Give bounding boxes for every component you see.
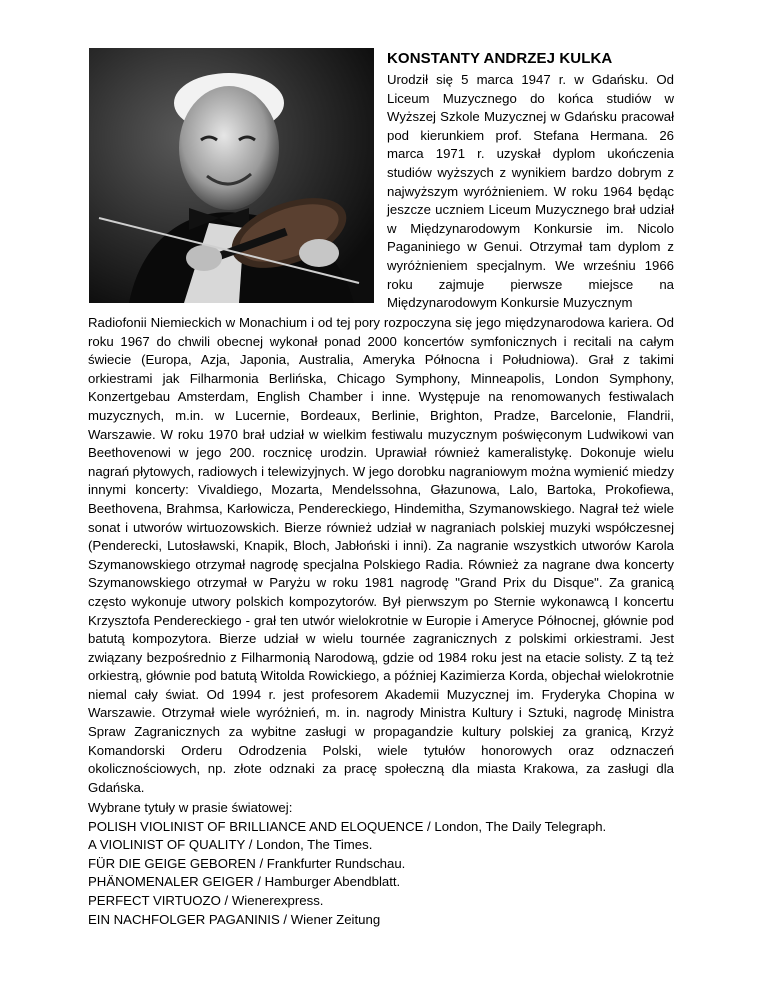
violinist-portrait-image [89, 48, 374, 303]
press-item: POLISH VIOLINIST OF BRILLIANCE AND ELOQUENCE / London, The Daily Telegraph. [88, 818, 607, 834]
portrait-photo [89, 48, 374, 303]
press-heading: Wybrane tytuły w prasie światowej: [88, 800, 293, 815]
page-title: KONSTANTY ANDRZEJ KULKA [387, 50, 613, 67]
press-item: A VIOLINIST OF QUALITY / London, The Times. [88, 837, 373, 853]
press-section [88, 799, 688, 929]
press-item: EIN NACHFOLGER PAGANINIS / Wiener Zeitung [88, 911, 381, 927]
press-item: PHÄNOMENALER GEIGER / Hamburger Abendblatt. [88, 874, 401, 890]
press-item: PERFECT VIRTUOZO / Wienerexpress. [88, 892, 324, 908]
press-item: FÜR DIE GEIGE GEBOREN / Frankfurter Rundschau. [88, 855, 406, 871]
biography-main: Radiofonii Niemieckich w Monachium i od tej pory rozpoczyna się jego międzynarodowa kariera. Od roku 1967 do chwili obecnej wykonał ponad 2000 koncertów symfonicznych i recitali na całym świecie (Europa, Azja, Japonia, Australia, Ameryka Północna i Południowa). Grał z takimi orkiestrami jak Filharmonia Berlińska, Chicago Symphony, Minneapolis, London Symphony, Konzertgebau Amsterdam, English Chamber i inne. Występuje na renomowanych festiwalach muzycznych, m.in. w Lucernie, Bordeaux, Berlinie, Brighton, Pradze, Barcelonie, Flandrii, Warszawie. W roku 1970 brał udział w wielkim festiwalu muzycznym poświęconym Ludwikowi van Beethovenowi w jego 200. rocznicę urodzin. Uprawiał również kameralistykę. Dokonuje wielu nagrań płytowych, radiowych i telewizyjnych. W jego dorobku nagraniowym można wymienić miedzy innymi koncerty: Vivaldiego, Mozarta, Mendelssohna, Głazunowa, Lalo, Bartoka, Prokofiewa, Beethovena, Brahmsa, Karłowicza, Pendereckiego, Hindemitha, Szymanowskiego. Nagrał też wiele sonat i utworów wirtuozowskich. Bierze również udział w nagraniach polskiej muzyki współczesnej (Penderecki, Lutosławski, Knapik, Bloch, Jabłoński i inni). Za nagranie wszystkich utworów Karola Szymanowskiego otrzymał nagrodę specjalna Polskiego Radia. Również za nagrane dwa koncerty Szymanowskiego otrzymał w Paryżu w roku 1981 nagrodę "Grand Prix du Disque". Za granicą często wykonuje utwory polskich kompozytorów. Był pierwszym po Sternie wykonawcą I koncertu Krzysztofa Pendereckiego - grał ten utwór wielokrotnie w Europie i Ameryce Północnej, głównie pod batutą kompozytora. Bierze udział w wielu tournée zagranicznych z polskimi orkiestrami. Jest związany bezpośrednio z Filharmonią Narodową, gdzie od 1984 roku jest na etacie solisty. Z tą też orkiestrą, głównie pod batutą Witolda Rowickiego, a później Kazimierza Korda, objechał wielokrotnie niemal cały świat. Od 1994 r. jest profesorem Akademii Muzycznej im. Fryderyka Chopina w Warszawie. Otrzymał wiele wyróżnień, m. in. nagrody Ministra Kultury i Sztuki, nagrodę Ministra Spraw Zagranicznych za wybitne zasługi w propagandzie kultury polskiej za granicą, Krzyż Komandorski Orderu Odrodzenia Polski, wiele tytułów honorowych oraz odznaczeń okolicznościowych, np. złote odznaki za pracę społeczną dla miasta Krakowa, za zasługi dla Gdańska. [88, 315, 674, 795]
biography-intro: Urodził się 5 marca 1947 r. w Gdańsku. Od Liceum Muzycznego do końca studiów w Wyższej Szkole Muzycznej w Gdańsku pracował pod kierunkiem prof. Stefana Hermana. 26 marca 1971 r. uzyskał dyplom ukończenia studiów wyższych z wynikiem bardzo dobrym z najwyższym wyróżnieniem. W roku 1964 będąc jeszcze uczniem Liceum Muzycznego brał udział w Międzynarodowym Konkursie im. Nicolo Paganiniego w Genui. Otrzymał tam dyplom z wyróżnieniem specjalnym. We wrześniu 1966 roku zajmuje pierwsze miejsce na Międzynarodowym Konkursie Muzycznym [387, 72, 674, 311]
